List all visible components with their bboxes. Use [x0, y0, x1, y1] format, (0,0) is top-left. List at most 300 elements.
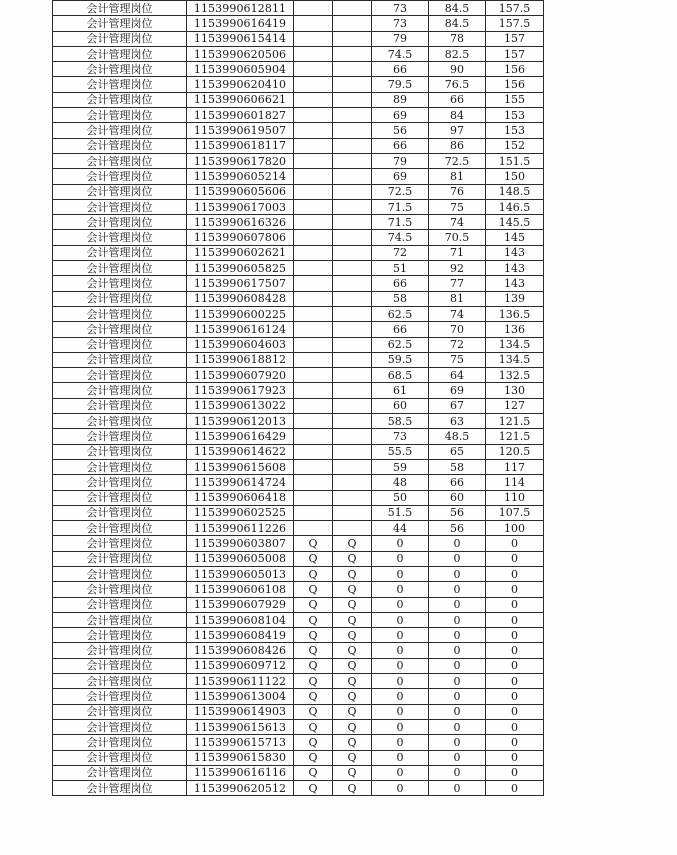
candidate-id-cell: 1153990612811 — [187, 1, 294, 16]
total-score-cell: 107.5 — [486, 505, 544, 520]
interview-score-cell: 0 — [429, 582, 486, 597]
absent-mark-cell-1: Q — [294, 536, 333, 551]
interview-score-cell: 77 — [429, 276, 486, 291]
written-score-cell: 74.5 — [372, 230, 429, 245]
candidate-id-cell: 1153990607806 — [187, 230, 294, 245]
written-score-cell: 66 — [372, 138, 429, 153]
candidate-id-cell: 1153990602621 — [187, 245, 294, 260]
written-score-cell: 48 — [372, 475, 429, 490]
absent-mark-cell-1 — [294, 16, 333, 31]
written-score-cell: 0 — [372, 735, 429, 750]
candidate-id-cell: 1153990611122 — [187, 674, 294, 689]
table-row — [53, 108, 544, 123]
interview-score-cell: 78 — [429, 31, 486, 46]
total-score-cell: 0 — [486, 765, 544, 780]
written-score-cell: 79 — [372, 31, 429, 46]
absent-mark-cell-2: Q — [333, 612, 372, 627]
candidate-id-cell: 1153990605214 — [187, 169, 294, 184]
table-row — [53, 169, 544, 184]
candidate-id-cell: 1153990616116 — [187, 765, 294, 780]
total-score-cell: 0 — [486, 658, 544, 673]
interview-score-cell: 84 — [429, 108, 486, 123]
absent-mark-cell-2 — [333, 153, 372, 168]
table-row — [53, 306, 544, 321]
table-row — [53, 352, 544, 367]
table-row — [53, 643, 544, 658]
absent-mark-cell-2 — [333, 368, 372, 383]
post-cell: 会计管理岗位 — [53, 92, 187, 107]
candidate-id-cell: 1153990603807 — [187, 536, 294, 551]
written-score-cell: 0 — [372, 719, 429, 734]
interview-score-cell: 0 — [429, 536, 486, 551]
post-cell: 会计管理岗位 — [53, 704, 187, 719]
post-cell: 会计管理岗位 — [53, 383, 187, 398]
post-cell: 会计管理岗位 — [53, 781, 187, 796]
interview-score-cell: 90 — [429, 62, 486, 77]
total-score-cell: 121.5 — [486, 414, 544, 429]
interview-score-cell: 0 — [429, 689, 486, 704]
absent-mark-cell-1 — [294, 62, 333, 77]
candidate-id-cell: 1153990605606 — [187, 184, 294, 199]
absent-mark-cell-1 — [294, 490, 333, 505]
interview-score-cell: 69 — [429, 383, 486, 398]
absent-mark-cell-2 — [333, 169, 372, 184]
table-row — [53, 490, 544, 505]
candidate-id-cell: 1153990604603 — [187, 337, 294, 352]
written-score-cell: 66 — [372, 276, 429, 291]
candidate-id-cell: 1153990605013 — [187, 566, 294, 581]
total-score-cell: 0 — [486, 597, 544, 612]
absent-mark-cell-2 — [333, 215, 372, 230]
absent-mark-cell-2: Q — [333, 704, 372, 719]
written-score-cell: 0 — [372, 704, 429, 719]
absent-mark-cell-1 — [294, 92, 333, 107]
table-body — [53, 1, 544, 796]
absent-mark-cell-2 — [333, 429, 372, 444]
post-cell: 会计管理岗位 — [53, 245, 187, 260]
table-row — [53, 582, 544, 597]
written-score-cell: 0 — [372, 750, 429, 765]
absent-mark-cell-2 — [333, 138, 372, 153]
absent-mark-cell-2 — [333, 337, 372, 352]
total-score-cell: 156 — [486, 62, 544, 77]
table-row — [53, 704, 544, 719]
total-score-cell: 134.5 — [486, 337, 544, 352]
candidate-id-cell: 1153990618812 — [187, 352, 294, 367]
post-cell: 会计管理岗位 — [53, 689, 187, 704]
absent-mark-cell-2: Q — [333, 536, 372, 551]
written-score-cell: 59 — [372, 459, 429, 474]
candidate-id-cell: 1153990620506 — [187, 46, 294, 61]
post-cell: 会计管理岗位 — [53, 735, 187, 750]
total-score-cell: 157 — [486, 31, 544, 46]
interview-score-cell: 86 — [429, 138, 486, 153]
candidate-id-cell: 1153990615713 — [187, 735, 294, 750]
table-row — [53, 16, 544, 31]
candidate-id-cell: 1153990616124 — [187, 322, 294, 337]
total-score-cell: 134.5 — [486, 352, 544, 367]
interview-score-cell: 0 — [429, 658, 486, 673]
absent-mark-cell-2 — [333, 444, 372, 459]
post-cell: 会计管理岗位 — [53, 521, 187, 536]
written-score-cell: 0 — [372, 566, 429, 581]
written-score-cell: 0 — [372, 689, 429, 704]
candidate-id-cell: 1153990617003 — [187, 199, 294, 214]
post-cell: 会计管理岗位 — [53, 459, 187, 474]
candidate-id-cell: 1153990616326 — [187, 215, 294, 230]
candidate-id-cell: 1153990615830 — [187, 750, 294, 765]
post-cell: 会计管理岗位 — [53, 16, 187, 31]
candidate-id-cell: 1153990617507 — [187, 276, 294, 291]
interview-score-cell: 74 — [429, 306, 486, 321]
absent-mark-cell-2 — [333, 505, 372, 520]
post-cell: 会计管理岗位 — [53, 261, 187, 276]
post-cell: 会计管理岗位 — [53, 62, 187, 77]
interview-score-cell: 76.5 — [429, 77, 486, 92]
table-row — [53, 383, 544, 398]
candidate-id-cell: 1153990613022 — [187, 398, 294, 413]
absent-mark-cell-1: Q — [294, 765, 333, 780]
absent-mark-cell-2 — [333, 276, 372, 291]
total-score-cell: 121.5 — [486, 429, 544, 444]
post-cell: 会计管理岗位 — [53, 306, 187, 321]
post-cell: 会计管理岗位 — [53, 765, 187, 780]
post-cell: 会计管理岗位 — [53, 398, 187, 413]
absent-mark-cell-2 — [333, 62, 372, 77]
total-score-cell: 143 — [486, 276, 544, 291]
table-row — [53, 414, 544, 429]
absent-mark-cell-2: Q — [333, 597, 372, 612]
candidate-id-cell: 1153990608419 — [187, 628, 294, 643]
total-score-cell: 157.5 — [486, 1, 544, 16]
absent-mark-cell-2 — [333, 475, 372, 490]
total-score-cell: 143 — [486, 245, 544, 260]
absent-mark-cell-1 — [294, 276, 333, 291]
absent-mark-cell-1 — [294, 291, 333, 306]
absent-mark-cell-2 — [333, 16, 372, 31]
interview-score-cell: 84.5 — [429, 16, 486, 31]
table-row — [53, 261, 544, 276]
written-score-cell: 71.5 — [372, 199, 429, 214]
interview-score-cell: 0 — [429, 597, 486, 612]
absent-mark-cell-1: Q — [294, 689, 333, 704]
total-score-cell: 139 — [486, 291, 544, 306]
table-row — [53, 77, 544, 92]
absent-mark-cell-2 — [333, 414, 372, 429]
post-cell: 会计管理岗位 — [53, 31, 187, 46]
written-score-cell: 50 — [372, 490, 429, 505]
total-score-cell: 110 — [486, 490, 544, 505]
absent-mark-cell-1 — [294, 444, 333, 459]
absent-mark-cell-2 — [333, 306, 372, 321]
table-row — [53, 781, 544, 796]
candidate-id-cell: 1153990618117 — [187, 138, 294, 153]
interview-score-cell: 0 — [429, 750, 486, 765]
post-cell: 会计管理岗位 — [53, 184, 187, 199]
interview-score-cell: 0 — [429, 781, 486, 796]
interview-score-cell: 72.5 — [429, 153, 486, 168]
interview-score-cell: 56 — [429, 505, 486, 520]
total-score-cell: 130 — [486, 383, 544, 398]
absent-mark-cell-2: Q — [333, 674, 372, 689]
candidate-id-cell: 1153990620410 — [187, 77, 294, 92]
candidate-id-cell: 1153990607920 — [187, 368, 294, 383]
table-row — [53, 199, 544, 214]
absent-mark-cell-1: Q — [294, 628, 333, 643]
total-score-cell: 127 — [486, 398, 544, 413]
interview-score-cell: 72 — [429, 337, 486, 352]
interview-score-cell: 0 — [429, 612, 486, 627]
absent-mark-cell-1: Q — [294, 643, 333, 658]
written-score-cell: 79.5 — [372, 77, 429, 92]
total-score-cell: 0 — [486, 628, 544, 643]
written-score-cell: 68.5 — [372, 368, 429, 383]
written-score-cell: 72.5 — [372, 184, 429, 199]
written-score-cell: 0 — [372, 597, 429, 612]
absent-mark-cell-1 — [294, 199, 333, 214]
interview-score-cell: 65 — [429, 444, 486, 459]
absent-mark-cell-2: Q — [333, 643, 372, 658]
absent-mark-cell-1: Q — [294, 674, 333, 689]
table-row — [53, 291, 544, 306]
interview-score-cell: 84.5 — [429, 1, 486, 16]
absent-mark-cell-1 — [294, 414, 333, 429]
absent-mark-cell-2: Q — [333, 735, 372, 750]
post-cell: 会计管理岗位 — [53, 108, 187, 123]
interview-score-cell: 81 — [429, 291, 486, 306]
table-row — [53, 521, 544, 536]
table-row — [53, 245, 544, 260]
interview-score-cell: 76 — [429, 184, 486, 199]
candidate-id-cell: 1153990619507 — [187, 123, 294, 138]
absent-mark-cell-2: Q — [333, 658, 372, 673]
table-row — [53, 444, 544, 459]
written-score-cell: 0 — [372, 674, 429, 689]
candidate-id-cell: 1153990614724 — [187, 475, 294, 490]
absent-mark-cell-1: Q — [294, 719, 333, 734]
total-score-cell: 0 — [486, 704, 544, 719]
post-cell: 会计管理岗位 — [53, 475, 187, 490]
total-score-cell: 114 — [486, 475, 544, 490]
written-score-cell: 58.5 — [372, 414, 429, 429]
table-row — [53, 536, 544, 551]
table-row — [53, 750, 544, 765]
post-cell: 会计管理岗位 — [53, 352, 187, 367]
written-score-cell: 0 — [372, 643, 429, 658]
absent-mark-cell-1 — [294, 77, 333, 92]
total-score-cell: 0 — [486, 719, 544, 734]
total-score-cell: 0 — [486, 566, 544, 581]
written-score-cell: 55.5 — [372, 444, 429, 459]
absent-mark-cell-1 — [294, 184, 333, 199]
absent-mark-cell-1: Q — [294, 597, 333, 612]
absent-mark-cell-2: Q — [333, 719, 372, 734]
interview-score-cell: 92 — [429, 261, 486, 276]
absent-mark-cell-2 — [333, 31, 372, 46]
absent-mark-cell-2 — [333, 322, 372, 337]
absent-mark-cell-2: Q — [333, 781, 372, 796]
absent-mark-cell-2 — [333, 108, 372, 123]
written-score-cell: 74.5 — [372, 46, 429, 61]
total-score-cell: 148.5 — [486, 184, 544, 199]
absent-mark-cell-2 — [333, 521, 372, 536]
post-cell: 会计管理岗位 — [53, 215, 187, 230]
total-score-cell: 136 — [486, 322, 544, 337]
post-cell: 会计管理岗位 — [53, 337, 187, 352]
absent-mark-cell-1: Q — [294, 750, 333, 765]
interview-score-cell: 71 — [429, 245, 486, 260]
post-cell: 会计管理岗位 — [53, 123, 187, 138]
absent-mark-cell-1 — [294, 138, 333, 153]
written-score-cell: 0 — [372, 582, 429, 597]
candidate-id-cell: 1153990617820 — [187, 153, 294, 168]
absent-mark-cell-1 — [294, 368, 333, 383]
candidate-id-cell: 1153990606418 — [187, 490, 294, 505]
absent-mark-cell-1 — [294, 306, 333, 321]
absent-mark-cell-1 — [294, 352, 333, 367]
post-cell: 会计管理岗位 — [53, 153, 187, 168]
post-cell: 会计管理岗位 — [53, 276, 187, 291]
interview-score-cell: 0 — [429, 735, 486, 750]
total-score-cell: 150 — [486, 169, 544, 184]
post-cell: 会计管理岗位 — [53, 490, 187, 505]
interview-score-cell: 0 — [429, 551, 486, 566]
table-row — [53, 475, 544, 490]
table-row — [53, 31, 544, 46]
absent-mark-cell-2 — [333, 352, 372, 367]
absent-mark-cell-2 — [333, 46, 372, 61]
interview-score-cell: 0 — [429, 719, 486, 734]
candidate-id-cell: 1153990606621 — [187, 92, 294, 107]
interview-score-cell: 56 — [429, 521, 486, 536]
total-score-cell: 146.5 — [486, 199, 544, 214]
absent-mark-cell-1 — [294, 398, 333, 413]
total-score-cell: 0 — [486, 536, 544, 551]
post-cell: 会计管理岗位 — [53, 643, 187, 658]
interview-score-cell: 67 — [429, 398, 486, 413]
total-score-cell: 145 — [486, 230, 544, 245]
candidate-id-cell: 1153990616419 — [187, 16, 294, 31]
absent-mark-cell-1: Q — [294, 658, 333, 673]
absent-mark-cell-1: Q — [294, 781, 333, 796]
absent-mark-cell-2 — [333, 92, 372, 107]
interview-score-cell: 0 — [429, 674, 486, 689]
written-score-cell: 73 — [372, 16, 429, 31]
interview-score-cell: 66 — [429, 475, 486, 490]
candidate-id-cell: 1153990614622 — [187, 444, 294, 459]
total-score-cell: 100 — [486, 521, 544, 536]
written-score-cell: 0 — [372, 612, 429, 627]
written-score-cell: 0 — [372, 658, 429, 673]
post-cell: 会计管理岗位 — [53, 628, 187, 643]
absent-mark-cell-1: Q — [294, 551, 333, 566]
table-row — [53, 368, 544, 383]
written-score-cell: 51 — [372, 261, 429, 276]
absent-mark-cell-1 — [294, 383, 333, 398]
candidate-id-cell: 1153990605904 — [187, 62, 294, 77]
absent-mark-cell-1 — [294, 245, 333, 260]
candidate-id-cell: 1153990615613 — [187, 719, 294, 734]
interview-score-cell: 81 — [429, 169, 486, 184]
post-cell: 会计管理岗位 — [53, 414, 187, 429]
written-score-cell: 73 — [372, 1, 429, 16]
absent-mark-cell-2 — [333, 261, 372, 276]
total-score-cell: 153 — [486, 123, 544, 138]
absent-mark-cell-2 — [333, 291, 372, 306]
interview-score-cell: 64 — [429, 368, 486, 383]
candidate-id-cell: 1153990601827 — [187, 108, 294, 123]
candidate-id-cell: 1153990612013 — [187, 414, 294, 429]
absent-mark-cell-2 — [333, 77, 372, 92]
interview-score-cell: 66 — [429, 92, 486, 107]
table-row — [53, 153, 544, 168]
post-cell: 会计管理岗位 — [53, 719, 187, 734]
total-score-cell: 0 — [486, 674, 544, 689]
post-cell: 会计管理岗位 — [53, 750, 187, 765]
table-row — [53, 735, 544, 750]
absent-mark-cell-1: Q — [294, 582, 333, 597]
candidate-id-cell: 1153990615608 — [187, 459, 294, 474]
table-row — [53, 46, 544, 61]
written-score-cell: 51.5 — [372, 505, 429, 520]
total-score-cell: 0 — [486, 582, 544, 597]
written-score-cell: 60 — [372, 398, 429, 413]
interview-score-cell: 0 — [429, 643, 486, 658]
table-row — [53, 429, 544, 444]
total-score-cell: 153 — [486, 108, 544, 123]
total-score-cell: 157.5 — [486, 16, 544, 31]
total-score-cell: 117 — [486, 459, 544, 474]
absent-mark-cell-2 — [333, 245, 372, 260]
written-score-cell: 71.5 — [372, 215, 429, 230]
table-row — [53, 566, 544, 581]
total-score-cell: 157 — [486, 46, 544, 61]
table-row — [53, 674, 544, 689]
interview-score-cell: 0 — [429, 628, 486, 643]
absent-mark-cell-1 — [294, 429, 333, 444]
candidate-id-cell: 1153990616429 — [187, 429, 294, 444]
interview-score-cell: 63 — [429, 414, 486, 429]
table-row — [53, 612, 544, 627]
absent-mark-cell-1: Q — [294, 704, 333, 719]
post-cell: 会计管理岗位 — [53, 551, 187, 566]
absent-mark-cell-2: Q — [333, 551, 372, 566]
written-score-cell: 0 — [372, 628, 429, 643]
written-score-cell: 72 — [372, 245, 429, 260]
written-score-cell: 66 — [372, 322, 429, 337]
interview-score-cell: 0 — [429, 704, 486, 719]
interview-score-cell: 60 — [429, 490, 486, 505]
written-score-cell: 89 — [372, 92, 429, 107]
total-score-cell: 0 — [486, 750, 544, 765]
post-cell: 会计管理岗位 — [53, 1, 187, 16]
written-score-cell: 69 — [372, 169, 429, 184]
absent-mark-cell-2 — [333, 184, 372, 199]
post-cell: 会计管理岗位 — [53, 199, 187, 214]
written-score-cell: 59.5 — [372, 352, 429, 367]
post-cell: 会计管理岗位 — [53, 77, 187, 92]
interview-score-cell: 82.5 — [429, 46, 486, 61]
post-cell: 会计管理岗位 — [53, 169, 187, 184]
candidate-id-cell: 1153990609712 — [187, 658, 294, 673]
written-score-cell: 66 — [372, 62, 429, 77]
interview-score-cell: 74 — [429, 215, 486, 230]
total-score-cell: 156 — [486, 77, 544, 92]
post-cell: 会计管理岗位 — [53, 582, 187, 597]
table-row — [53, 230, 544, 245]
absent-mark-cell-2 — [333, 1, 372, 16]
candidate-id-cell: 1153990608428 — [187, 291, 294, 306]
